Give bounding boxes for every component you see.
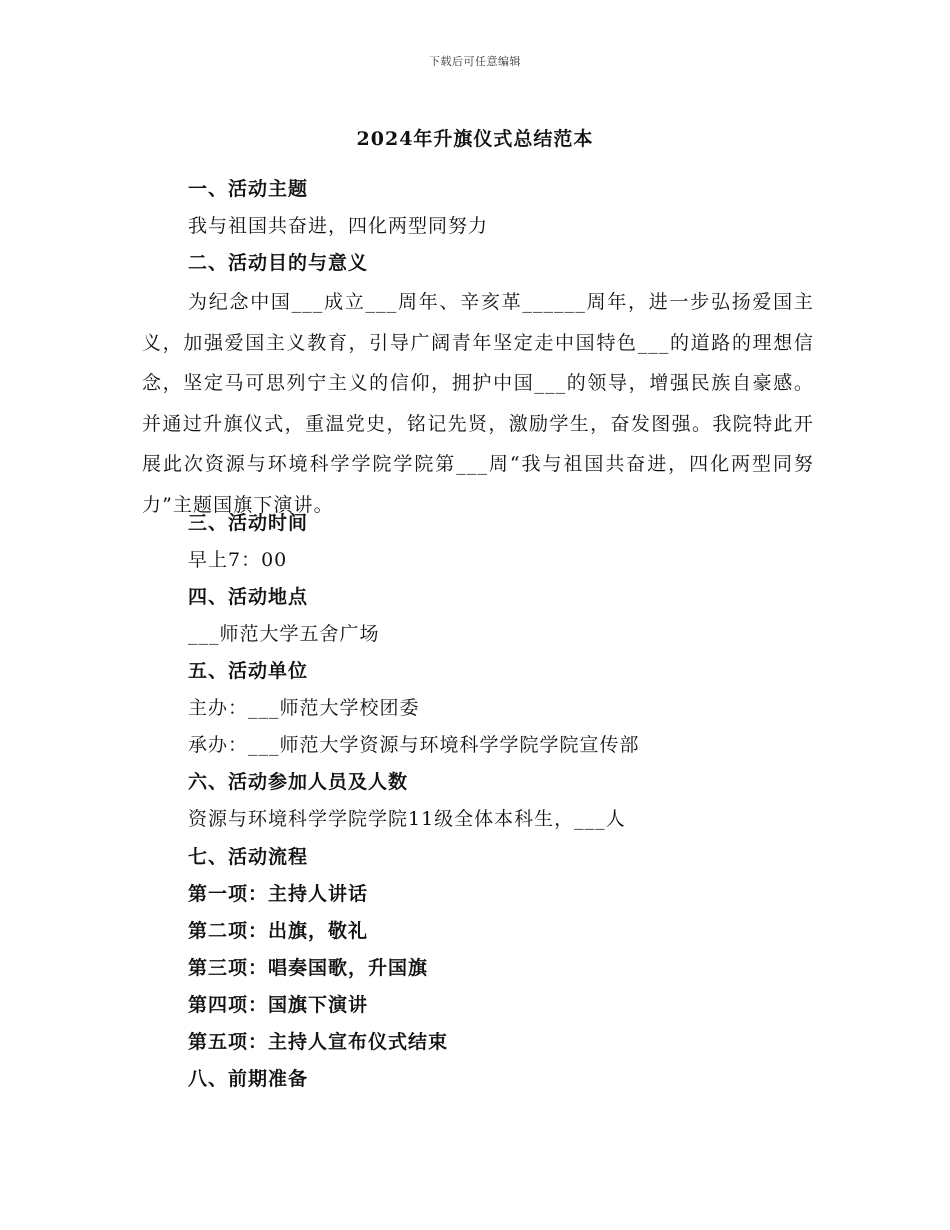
procedure-step: 第三项：唱奏国歌，升国旗 — [188, 957, 429, 979]
time-text: 早上7：00 — [188, 549, 288, 571]
section-heading-participants: 六、活动参加人员及人数 — [188, 771, 409, 793]
page-header-note: 下载后可任意编辑 — [429, 55, 521, 68]
location-text: ___师范大学五舍广场 — [188, 623, 380, 645]
section-heading-location: 四、活动地点 — [188, 586, 309, 608]
section-heading-theme: 一、活动主题 — [188, 178, 309, 200]
procedure-step: 第二项：出旗，敬礼 — [188, 920, 369, 942]
section-heading-units: 五、活动单位 — [188, 660, 309, 682]
procedure-step: 第一项：主持人讲话 — [188, 883, 369, 905]
theme-text: 我与祖国共奋进，四化两型同努力 — [188, 215, 489, 237]
section-heading-preparation: 八、前期准备 — [188, 1068, 309, 1090]
purpose-paragraph: 为纪念中国___成立___周年、辛亥革______周年，进一步弘扬爱国主义，加强爱国主义教育，引导广阔青年坚定走中国特色___的道路的理想信念，坚定马可思列宁主义的信仰，拥护中国___的领导，增强民族自豪感。并通过升旗仪式，重温党史，铭记先贤，激励学生，奋发图强。我院特此开展此次资源与环境科学学院学院第___周“我与祖国共奋进，四化两型同努力”主题国旗下演讲。 — [142, 291, 814, 516]
section-heading-purpose: 二、活动目的与意义 — [188, 252, 369, 274]
host-unit-text: 主办：___师范大学校团委 — [188, 697, 420, 719]
section-heading-procedure: 七、活动流程 — [188, 846, 309, 868]
section-heading-time: 三、活动时间 — [188, 512, 309, 534]
procedure-step: 第四项：国旗下演讲 — [188, 994, 369, 1016]
document-title: 2024年升旗仪式总结范本 — [356, 128, 594, 150]
participants-text: 资源与环境科学学院学院11级全体本科生，___人 — [188, 808, 626, 830]
organizer-unit-text: 承办：___师范大学资源与环境科学学院学院宣传部 — [188, 734, 640, 756]
procedure-step: 第五项：主持人宣布仪式结束 — [188, 1031, 449, 1053]
